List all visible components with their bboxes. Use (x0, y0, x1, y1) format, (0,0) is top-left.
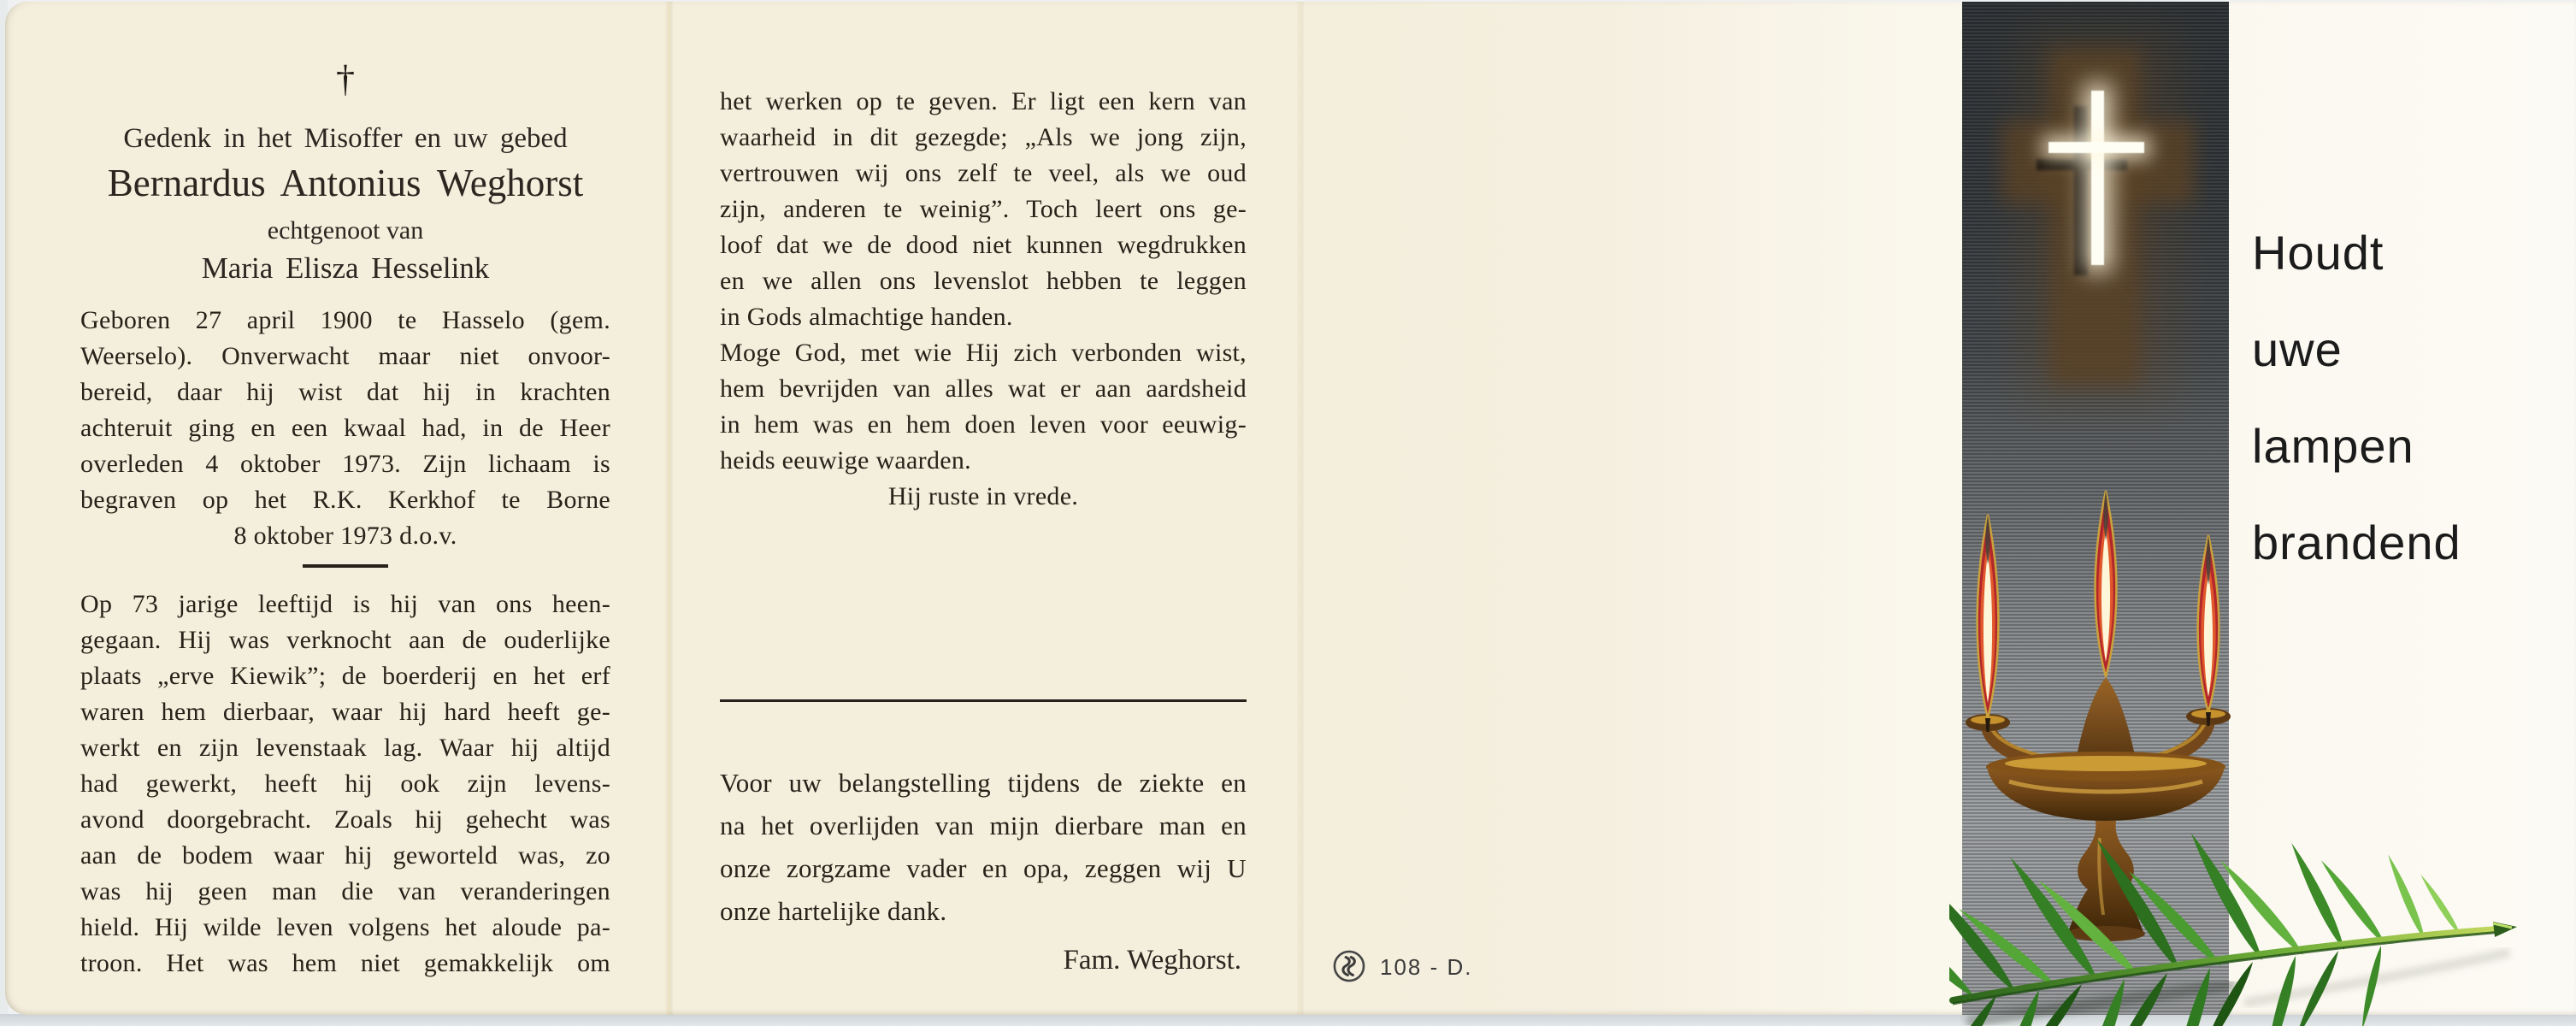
flame-right (2198, 535, 2219, 726)
text-line: vertrouwen wij ons zelf te veel, als we oud (720, 159, 1247, 187)
text-line: en we allen ons levenslot hebben te leggen (720, 267, 1247, 295)
text-line: uwe (2252, 322, 2343, 376)
intro-line: Gedenk in het Misoffer en uw gebed (123, 123, 568, 154)
text-line: hield. Hij wilde leven volgens het aloude pa- (80, 913, 610, 941)
text-line: Hij ruste in vrede. (887, 482, 1079, 510)
text-line: onze hartelijke dank. (720, 896, 947, 926)
text-line: Weerselo). Onverwacht maar niet onvoor- (80, 342, 610, 370)
family-signature: Fam. Weghorst. (1063, 945, 1241, 976)
fold-crease-right (1296, 2, 1305, 1015)
text-line: 8 oktober 1973 d.o.v. (233, 522, 457, 550)
text-line: hem bevrijden van alles wat er aan aardsheid (720, 374, 1247, 403)
white-cross-vertical (2091, 91, 2104, 265)
flame-middle (2096, 491, 2117, 677)
palm-branch-graphic (1949, 830, 2517, 1026)
flame-left (1978, 515, 1999, 732)
text-line: achteruit ging en een kwaal had, in de Heer (80, 414, 610, 442)
text-line: bereid, daar hij wist dat hij in krachten (80, 378, 610, 406)
text-line: in hem was en hem doen leven voor eeuwig- (720, 410, 1247, 439)
print-code: 108 - D. (1380, 954, 1473, 980)
text-line: brandend (2252, 516, 2461, 569)
section-divider (303, 564, 388, 568)
text-line: plaats „erve Kiewik”; de boerderij en het erf (80, 662, 610, 690)
text-line: onze zorgzame vader en opa, zeggen wij U (720, 853, 1247, 883)
text-line: had gewerkt, heeft hij ook zijn levens- (80, 770, 610, 798)
text-line: avond doorgebracht. Zoals hij gehecht was (80, 805, 610, 834)
text-line: was hij geen man die van veranderingen (80, 877, 610, 905)
text-line: waren hem dierbaar, waar hij hard heeft ge- (80, 698, 610, 726)
printer-monogram-icon (1330, 947, 1368, 985)
cross-shadow-vertical (2074, 106, 2088, 275)
life-story-paragraph (80, 587, 610, 982)
text-line: het werken op te geven. Er ligt een kern van (720, 87, 1247, 115)
panel-left (80, 60, 610, 982)
text-line: troon. Het was hem niet gemakkelijk om (80, 949, 610, 977)
text-line: werkt en zijn levenstaak lag. Waar hij altijd (80, 734, 610, 762)
continuation-paragraph (720, 84, 1247, 515)
fold-crease-left (665, 2, 674, 1015)
text-line: Op 73 jarige leeftijd is hij van ons heen- (80, 590, 610, 618)
birth-death-paragraph (80, 303, 610, 554)
text-line: Geboren 27 april 1900 te Hasselo (gem. (80, 306, 610, 334)
text-line: begraven op het R.K. Kerkhof te Borne (80, 486, 610, 514)
text-line: heids eeuwige waarden. (720, 446, 971, 475)
relation-line: echtgenoot van (267, 216, 424, 245)
text-line: overleden 4 oktober 1973. Zijn lichaam is (80, 450, 610, 478)
panel-right-title (2252, 226, 2560, 616)
text-line: waarheid in dit gezegde; „Als we jong zijn, (720, 123, 1247, 151)
text-line: na het overlijden van mijn dierbare man en (720, 811, 1247, 840)
text-line: in Gods almachtige handen. (720, 303, 1013, 331)
text-line: zijn, anderen te weinig”. Toch leert ons ge- (720, 195, 1247, 223)
text-line: Houdt (2252, 226, 2384, 280)
oil-lamp-graphic (1966, 677, 2231, 941)
text-line: gegaan. Hij was verknocht aan de ouderlijke (80, 626, 610, 654)
text-line: lampen (2252, 419, 2414, 473)
text-line: aan de bodem waar hij geworteld was, zo (80, 841, 610, 870)
text-line: Moge God, met wie Hij zich verbonden wist, (720, 339, 1247, 367)
thanks-divider (720, 699, 1247, 702)
deceased-name: Bernardus Antonius Weghorst (107, 162, 584, 204)
spouse-name: Maria Elisza Hesselink (201, 251, 490, 285)
cross-shadow-horizontal (2037, 159, 2127, 170)
latin-cross-icon: † (336, 58, 355, 100)
text-line: Voor uw belangstelling tijdens de ziekte en (720, 768, 1247, 798)
thanks-paragraph (720, 762, 1247, 933)
panel-middle (720, 84, 1247, 979)
white-cross-horizontal (2048, 142, 2144, 153)
text-line: loof dat we de dood niet kunnen wegdrukken (720, 231, 1247, 259)
